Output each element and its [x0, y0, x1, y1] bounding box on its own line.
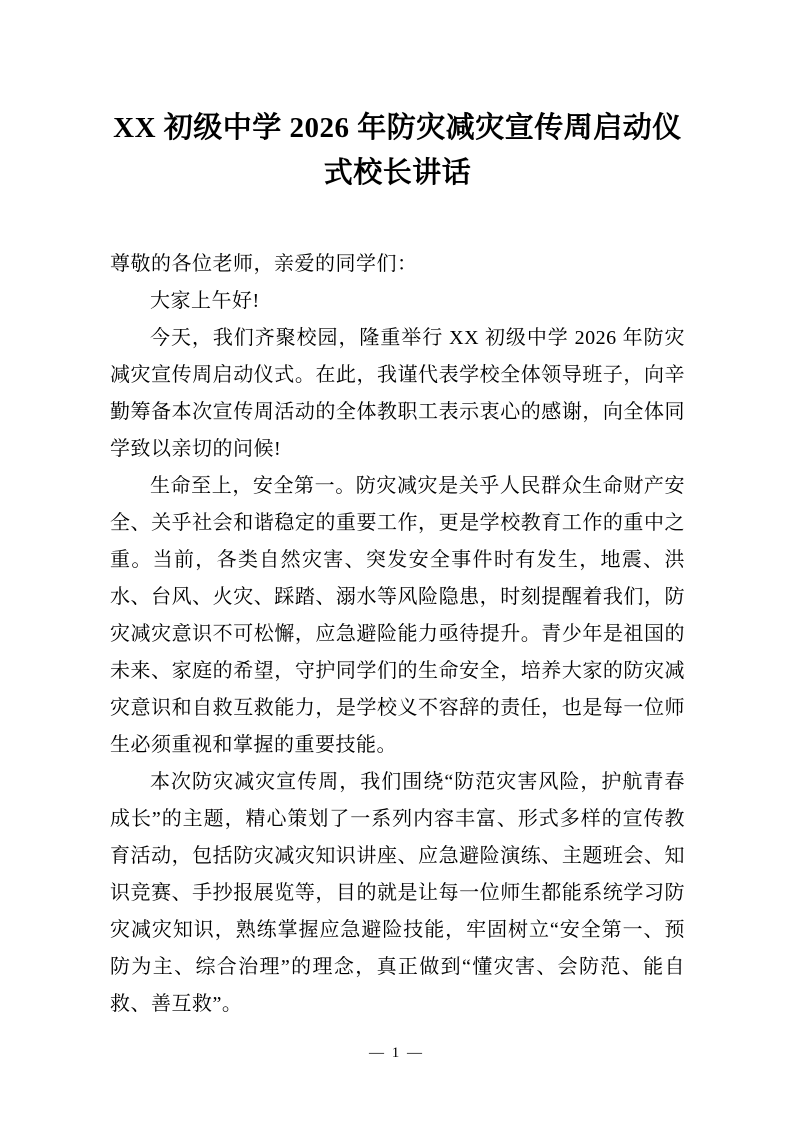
paragraph: 本次防灾减灾宣传周，我们围绕“防范灾害风险，护航青春成长”的主题，精心策划了一系列内容丰富、形式多样的宣传教育活动，包括防灾减灾知识讲座、应急避险演练、主题班会、知识竞赛、手抄报展览等，目的就是让每一位师生都能系统学习防灾减灾知识，熟练掌握应急避险技能，牢固树立“安全第一、预防为主、综合治理”的理念，真正做到“懂灾害、会防范、能自救、善互救”。: [110, 770, 685, 1015]
paragraph: 今天，我们齐聚校园，隆重举行 XX 初级中学 2026 年防灾减灾宣传周启动仪式。在此，我谨代表学校全体领导班子，向辛勤筹备本次宣传周活动的全体教职工表示衷心的感谢，向全体同学致以亲切的问候!: [110, 326, 685, 460]
page-number: — 1 —: [369, 1045, 424, 1061]
paragraph: 大家上午好!: [150, 289, 260, 312]
paragraph: 尊敬的各位老师，亲爱的同学们：: [110, 252, 418, 275]
document-title: XX 初级中学 2026 年防灾减灾宣传周启动仪式校长讲话: [113, 112, 682, 189]
document-body: [110, 246, 685, 1023]
paragraph: 生命至上，安全第一。防灾减灾是关乎人民群众生命财产安全、关乎社会和谐稳定的重要工作，更是学校教育工作的重中之重。当前，各类自然灾害、突发安全事件时有发生，地震、洪水、台风、火灾、踩踏、溺水等风险隐患，时刻提醒着我们，防灾减灾意识不可松懈，应急避险能力亟待提升。青少年是祖国的未来、家庭的希望，守护同学们的生命安全，培养大家的防灾减灾意识和自救互救能力，是学校义不容辞的责任，也是每一位师生必须重视和掌握的重要技能。: [110, 474, 685, 756]
